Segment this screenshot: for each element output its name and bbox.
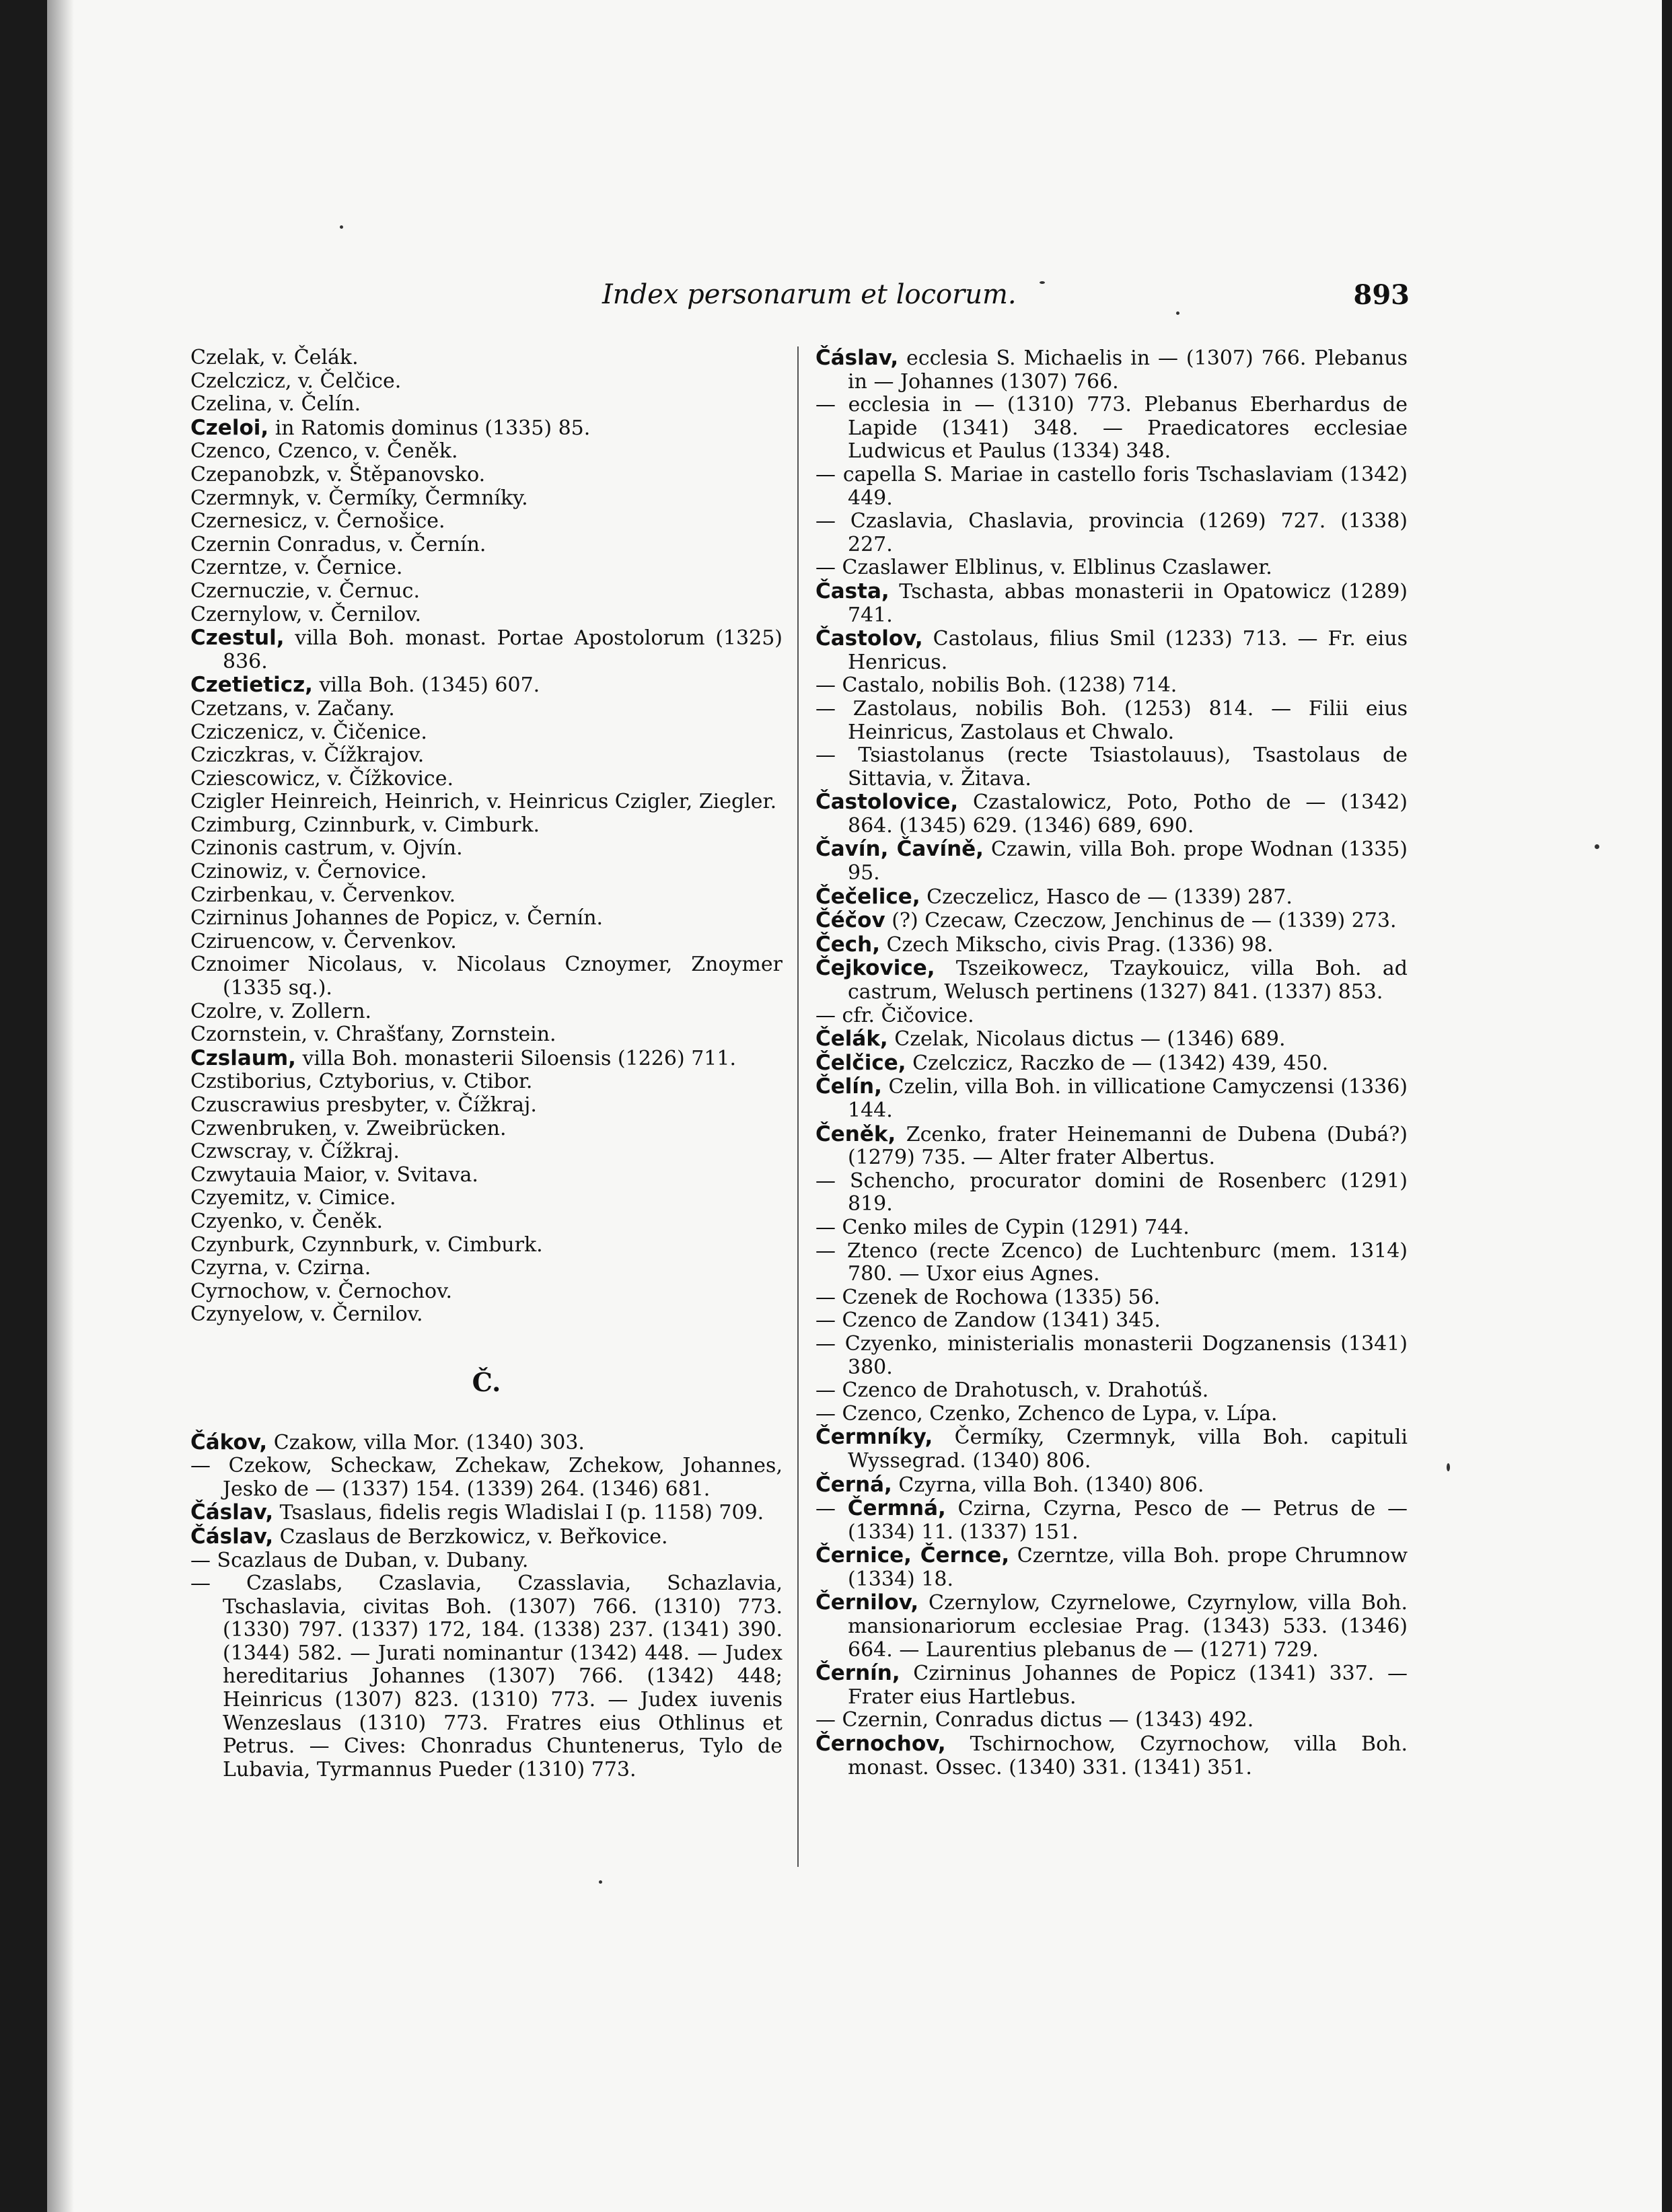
index-entry bbox=[190, 556, 783, 580]
entry-sub-headword: Čermná, bbox=[847, 1496, 946, 1521]
index-entry bbox=[190, 370, 783, 394]
entry-headword: Čelák, bbox=[815, 1027, 888, 1052]
index-entry bbox=[190, 464, 783, 487]
index-entry bbox=[190, 626, 783, 673]
entry-text: Czyenko, v. Čeněk. bbox=[190, 1209, 384, 1233]
index-entry bbox=[190, 930, 783, 954]
section-letter-heading: Č. bbox=[472, 1366, 501, 1397]
entry-headword: Czeloi, bbox=[190, 415, 269, 440]
entry-text: Czeczelicz, Hasco de — (1339) 287. bbox=[920, 885, 1293, 909]
entry-text: Czinonis castrum, v. Ojvín. bbox=[190, 836, 463, 860]
index-entry bbox=[815, 1662, 1408, 1709]
entry-text: Czernin Conradus, v. Černín. bbox=[190, 532, 486, 556]
right-entries bbox=[815, 346, 1408, 1779]
index-entry bbox=[190, 1094, 783, 1117]
index-entry bbox=[815, 957, 1408, 1004]
index-entry bbox=[190, 416, 783, 441]
index-entry bbox=[815, 885, 1408, 910]
entry-text: villa Boh. (1345) 607. bbox=[312, 673, 540, 698]
entry-headword: Czestul, bbox=[190, 626, 285, 651]
index-entry bbox=[815, 838, 1408, 885]
index-entry bbox=[190, 1257, 783, 1280]
index-entry bbox=[815, 1333, 1408, 1379]
entry-text: — Czenco de Zandow (1341) 345. bbox=[815, 1308, 1161, 1333]
entry-headword: Časta, bbox=[815, 579, 889, 603]
index-entry bbox=[190, 440, 783, 464]
entry-text: Czyrna, v. Czirna. bbox=[190, 1256, 371, 1280]
entry-text: Czuscrawius presbyter, v. Čížkraj. bbox=[190, 1093, 537, 1117]
index-entry bbox=[190, 953, 783, 1000]
index-entry bbox=[815, 698, 1408, 744]
index-entry bbox=[190, 721, 783, 745]
entry-text: — Schencho, procurator domini de Rosenberc (1291) 819. bbox=[815, 1169, 1408, 1216]
page-number: 893 bbox=[1353, 279, 1410, 311]
left-entries-before bbox=[190, 346, 783, 1327]
entry-text: Tschirnochow, Czyrnochow, villa Boh. monast. Ossec. (1340) 331. (1341) 351. bbox=[848, 1732, 1408, 1779]
entry-headword: Čelčice, bbox=[815, 1050, 906, 1075]
entry-headword: Čéčov bbox=[815, 908, 885, 933]
entry-text: Czernylow, v. Černilov. bbox=[190, 602, 421, 626]
entry-text: — cfr. Čičovice. bbox=[815, 1003, 974, 1027]
entry-text: Czelin, villa Boh. in villicatione Camyczensi (1336) 144. bbox=[848, 1075, 1408, 1122]
entry-text: Czelczicz, Raczko de — (1342) 439, 450. bbox=[906, 1051, 1329, 1075]
index-entry bbox=[190, 790, 783, 814]
index-entry bbox=[190, 744, 783, 768]
entry-text: Czyrna, villa Boh. (1340) 806. bbox=[892, 1473, 1204, 1497]
index-entry bbox=[190, 1070, 783, 1094]
index-entry bbox=[190, 884, 783, 908]
entry-text: Czornstein, v. Chrašťany, Zornstein. bbox=[190, 1023, 556, 1047]
index-entry bbox=[815, 933, 1408, 957]
index-entry bbox=[190, 510, 783, 533]
entry-text: Czelczicz, v. Čelčice. bbox=[190, 369, 402, 393]
index-entry bbox=[815, 1473, 1408, 1498]
index-entry bbox=[190, 533, 783, 557]
index-entry bbox=[815, 909, 1408, 933]
right-column bbox=[815, 346, 1408, 1779]
entry-headword: Čečelice, bbox=[815, 884, 920, 909]
index-entry bbox=[190, 1187, 783, 1210]
scan-speck bbox=[1595, 844, 1599, 849]
entry-text: — Castalo, nobilis Boh. (1238) 714. bbox=[815, 673, 1177, 698]
entry-text: — capella S. Mariae in castello foris Tschaslaviam (1342) 449. bbox=[815, 462, 1408, 510]
entry-text: Czwscray, v. Čížkraj. bbox=[190, 1140, 400, 1164]
entry-headword: Čermníky, bbox=[815, 1425, 933, 1450]
index-entry bbox=[190, 1501, 783, 1525]
entry-text: Czernesicz, v. Černošice. bbox=[190, 509, 445, 533]
entry-text: — Czaslawer Elblinus, v. Elblinus Czaslawer. bbox=[815, 556, 1272, 580]
entry-headword: Černochov, bbox=[815, 1732, 946, 1757]
entry-text: — Czernin, Conradus dictus — (1343) 492. bbox=[815, 1708, 1254, 1732]
entry-text: — Czenek de Rochowa (1335) 56. bbox=[815, 1285, 1161, 1309]
index-entry bbox=[190, 1000, 783, 1024]
entry-text: Czawin, villa Boh. prope Wodnan (1335) 95. bbox=[848, 838, 1408, 885]
column-divider bbox=[797, 346, 799, 1867]
entry-text: (?) Czecaw, Czeczow, Jenchinus de — (1339) 273. bbox=[885, 909, 1397, 933]
entry-text: Czynyelow, v. Černilov. bbox=[190, 1302, 423, 1327]
entry-text: Czirninus Johannes de Popicz, v. Černín. bbox=[190, 906, 604, 930]
entry-text: Czirninus Johannes de Popicz (1341) 337. — Frater eius Hartlebus. bbox=[848, 1662, 1408, 1709]
index-entry bbox=[815, 744, 1408, 790]
entry-text: Čermíky, Czermnyk, villa Boh. capituli Wyssegrad. (1340) 806. bbox=[848, 1426, 1408, 1473]
index-entry bbox=[815, 510, 1408, 556]
left-column bbox=[190, 346, 783, 1781]
entry-headword: Čáslav, bbox=[815, 346, 899, 370]
entry-text: Cyrnochow, v. Černochov. bbox=[190, 1279, 453, 1303]
entry-text: — Ztenco (recte Zcenco) de Luchtenburc (mem. 1314) 780. — Uxor eius Agnes. bbox=[815, 1239, 1408, 1286]
entry-text: Czwytauia Maior, v. Svitava. bbox=[190, 1163, 478, 1187]
entry-text: Cziruencow, v. Červenkov. bbox=[190, 929, 457, 953]
index-entry bbox=[190, 1234, 783, 1257]
entry-headword: Častolov, bbox=[815, 626, 923, 651]
entry-text: Czinowiz, v. Černovice. bbox=[190, 860, 427, 884]
index-entry bbox=[815, 1052, 1408, 1076]
entry-text: villa Boh. monast. Portae Apostolorum (1325) 836. bbox=[223, 626, 783, 673]
index-entry bbox=[815, 1497, 1408, 1544]
entry-text: Czigler Heinreich, Heinrich, v. Heinricus Czigler, Ziegler. bbox=[190, 790, 777, 814]
page-header bbox=[602, 279, 1410, 313]
entry-text: in Ratomis dominus (1335) 85. bbox=[268, 416, 591, 440]
entry-text: Czastalowicz, Poto, Potho de — (1342) 864. (1345) 629. (1346) 689, 690. bbox=[848, 790, 1408, 838]
index-entry bbox=[190, 814, 783, 838]
entry-text: Cznoimer Nicolaus, v. Nicolaus Cznoymer, Znoymer (1335 sq.). bbox=[190, 953, 783, 1000]
entry-text: Czimburg, Czinnburk, v. Cimburk. bbox=[190, 813, 540, 837]
entry-headword: Černilov, bbox=[815, 1590, 919, 1615]
index-entry bbox=[815, 1403, 1408, 1426]
left-entries-after bbox=[190, 1431, 783, 1782]
index-entry bbox=[190, 1140, 783, 1164]
entry-text: Czakow, villa Mor. (1340) 303. bbox=[267, 1430, 585, 1454]
entry-headword: Černá, bbox=[815, 1472, 892, 1497]
index-entry bbox=[815, 394, 1408, 464]
index-entry bbox=[815, 1004, 1408, 1028]
entry-text: Czermnyk, v. Čermíky, Čermníky. bbox=[190, 486, 528, 510]
scan-speck bbox=[340, 225, 343, 229]
index-entry bbox=[815, 1379, 1408, 1403]
index-entry bbox=[190, 1280, 783, 1304]
entry-text: Cziescowicz, v. Čížkovice. bbox=[190, 766, 454, 790]
index-entry bbox=[815, 1544, 1408, 1591]
scan-speck bbox=[599, 1880, 602, 1884]
entry-text: Czernuczie, v. Černuc. bbox=[190, 579, 421, 603]
index-entry bbox=[190, 698, 783, 721]
scan-speck bbox=[1176, 311, 1179, 315]
entry-text: villa Boh. monasterii Siloensis (1226) 711. bbox=[295, 1046, 737, 1070]
entry-text: Zcenko, frater Heinemanni de Dubena (Dubá?) (1279) 735. — Alter frater Albertus. bbox=[848, 1122, 1408, 1170]
entry-text: — Cenko miles de Cypin (1291) 744. bbox=[815, 1215, 1190, 1239]
entry-text: — ecclesia in — (1310) 773. Plebanus Eberhardus de Lapide (1341) 348. — Praedicatores ecclesiae Ludwicus et Paulus (1334) 348. bbox=[815, 393, 1408, 464]
page-edge-shadow bbox=[47, 0, 74, 2212]
scan-speck bbox=[1040, 281, 1045, 284]
entry-text: Czech Mikscho, civis Prag. (1336) 98. bbox=[880, 932, 1274, 957]
index-entry bbox=[815, 1591, 1408, 1662]
index-entry bbox=[190, 580, 783, 603]
entry-text: Czernylow, Czyrnelowe, Czyrnylow, villa Boh. mansionariorum ecclesiae Prag. (1343) 533. (1346) 664. — Laurentius plebanus de — (1271) 729. bbox=[848, 1591, 1408, 1662]
entry-text: Czerntze, v. Černice. bbox=[190, 556, 403, 580]
entry-text: Czepanobzk, v. Štěpanovsko. bbox=[190, 462, 486, 486]
index-entry bbox=[815, 1027, 1408, 1052]
index-entry bbox=[190, 1117, 783, 1141]
entry-text: Czelak, v. Čelák. bbox=[190, 346, 359, 369]
index-entry bbox=[190, 907, 783, 930]
entry-text: Czynburk, Czynnburk, v. Cimburk. bbox=[190, 1232, 543, 1257]
entry-text: Cziczenicz, v. Čičenice. bbox=[190, 720, 427, 744]
scan-speck bbox=[1447, 1463, 1450, 1471]
index-entry bbox=[190, 1572, 783, 1781]
entry-headword: Černín, bbox=[815, 1661, 900, 1686]
index-entry bbox=[190, 768, 783, 791]
entry-text: — Zastolaus, nobilis Boh. (1253) 814. — Filii eius Heinricus, Zastolaus et Chwalo. bbox=[815, 696, 1408, 744]
index-entry bbox=[815, 556, 1408, 580]
entry-headword: Čelín, bbox=[815, 1074, 882, 1099]
index-entry bbox=[190, 487, 783, 511]
entry-text: — Czenco de Drahotusch, v. Drahotúš. bbox=[815, 1378, 1209, 1403]
index-entry bbox=[815, 627, 1408, 674]
index-entry bbox=[815, 1170, 1408, 1216]
entry-headword: Čáslav, bbox=[190, 1500, 274, 1525]
running-title: Index personarum et locorum. bbox=[602, 279, 1017, 310]
index-entry bbox=[815, 1286, 1408, 1310]
entry-text: Czwenbruken, v. Zweibrücken. bbox=[190, 1116, 507, 1140]
index-entry bbox=[815, 1216, 1408, 1240]
entry-text: Czolre, v. Zollern. bbox=[190, 999, 372, 1023]
entry-text: — Czenco, Czenko, Zchenco de Lypa, v. Lípa. bbox=[815, 1401, 1278, 1426]
entry-text: Czetzans, v. Začany. bbox=[190, 696, 395, 721]
entry-text: Czerntze, villa Boh. prope Chrumnow (1334) 18. bbox=[848, 1544, 1408, 1591]
entry-headword: Čejkovice, bbox=[815, 956, 935, 981]
entry-text: — Čermná, Czirna, Czyrna, Pesco de — Petrus de — (1334) 11. (1337) 151. bbox=[815, 1496, 1408, 1544]
index-entry bbox=[190, 1210, 783, 1234]
index-entry bbox=[815, 1426, 1408, 1473]
entry-text: — Czekow, Scheckaw, Zchekaw, Zchekow, Johannes, Jesko de — (1337) 154. (1339) 264. (1346) 681. bbox=[190, 1454, 783, 1501]
index-entry bbox=[190, 1549, 783, 1573]
index-entry bbox=[815, 1123, 1408, 1170]
entry-headword: Čavín, Čavíně, bbox=[815, 837, 984, 862]
entry-text: — Czaslabs, Czaslavia, Czasslavia, Schazlavia, Tschaslavia, civitas Boh. (1307) 766. (1310) 773. (1330) 797. (1337) 172, 184. (1338) 237. (1341) 390. (1344) 582. — Jurati nominantur (1342) 448. — Judex hereditarius Johannes (1307) 766. (1342) 448; Heinricus (1307) 823. (1310) 773. — Judex iuvenis Wenzeslaus (1310) 773. Fratres eius Othlinus et Petrus. — Cives: Chonradus Chuntenerus, Tylo de Lubavia, Tyrmannus Pueder (1310) 773. bbox=[190, 1572, 783, 1781]
entry-headword: Czslaum, bbox=[190, 1045, 296, 1070]
entry-text: Czyemitz, v. Cimice. bbox=[190, 1186, 396, 1210]
index-entry bbox=[190, 673, 783, 698]
entry-text: Cziczkras, v. Čížkrajov. bbox=[190, 743, 425, 768]
entry-text: Czaslaus de Berzkowicz, v. Beřkovice. bbox=[273, 1524, 668, 1549]
entry-text: Castolaus, filius Smil (1233) 713. — Fr. eius Henricus. bbox=[848, 627, 1408, 674]
index-entry bbox=[815, 790, 1408, 838]
index-entry bbox=[815, 464, 1408, 510]
entry-headword: Čáslav, bbox=[190, 1524, 274, 1549]
entry-text: — Scazlaus de Duban, v. Dubany. bbox=[190, 1548, 529, 1572]
entry-text: Czelak, Nicolaus dictus — (1346) 689. bbox=[887, 1027, 1286, 1052]
entry-text: Tsaslaus, fidelis regis Wladislai I (p. 1158) 709. bbox=[273, 1501, 764, 1525]
index-entry bbox=[190, 837, 783, 860]
index-entry bbox=[190, 1525, 783, 1549]
entry-headword: Častolovice, bbox=[815, 790, 959, 815]
entry-text: Czstiborius, Cztyborius, v. Ctibor. bbox=[190, 1070, 533, 1094]
index-entry bbox=[815, 1709, 1408, 1732]
index-entry bbox=[190, 1047, 783, 1071]
index-entry bbox=[190, 393, 783, 416]
entry-text: Tszeikowecz, Tzaykouicz, villa Boh. ad castrum, Welusch pertinens (1327) 841. (1337) 853. bbox=[848, 957, 1408, 1004]
entry-text: Czirbenkau, v. Červenkov. bbox=[190, 883, 456, 907]
entry-headword: Czetieticz, bbox=[190, 673, 313, 698]
index-entry bbox=[815, 674, 1408, 698]
index-entry bbox=[815, 580, 1408, 627]
index-entry bbox=[815, 1309, 1408, 1333]
entry-text: ecclesia S. Michaelis in — (1307) 766. Plebanus in — Johannes (1307) 766. bbox=[848, 346, 1408, 394]
index-entry bbox=[190, 1303, 783, 1327]
entry-headword: Čech, bbox=[815, 932, 880, 957]
index-entry bbox=[190, 603, 783, 627]
entry-text: Czelina, v. Čelín. bbox=[190, 392, 361, 416]
entry-text: Czenco, Czenco, v. Čeněk. bbox=[190, 439, 458, 464]
entry-text: — Czaslavia, Chaslavia, provincia (1269) 727. (1338) 227. bbox=[815, 509, 1408, 556]
index-entry bbox=[190, 1431, 783, 1455]
index-entry bbox=[815, 1240, 1408, 1286]
index-entry bbox=[190, 1164, 783, 1187]
index-entry bbox=[190, 346, 783, 370]
index-entry bbox=[815, 1075, 1408, 1122]
entry-headword: Čákov, bbox=[190, 1430, 268, 1454]
entry-text: — Tsiastolanus (recte Tsiastolauus), Tsastolaus de Sittavia, v. Žitava. bbox=[815, 743, 1408, 790]
index-entry bbox=[190, 1023, 783, 1047]
entry-headword: Černice, Černce, bbox=[815, 1543, 1010, 1568]
entry-text: Tschasta, abbas monasterii in Opatowicz (1289) 741. bbox=[848, 579, 1408, 627]
index-entry bbox=[815, 346, 1408, 394]
entry-text: — Czyenko, ministerialis monasterii Dogzanensis (1341) 380. bbox=[815, 1331, 1408, 1379]
index-entry bbox=[190, 1454, 783, 1501]
index-entry bbox=[815, 1732, 1408, 1779]
index-entry bbox=[190, 860, 783, 884]
entry-headword: Čeněk, bbox=[815, 1121, 896, 1146]
